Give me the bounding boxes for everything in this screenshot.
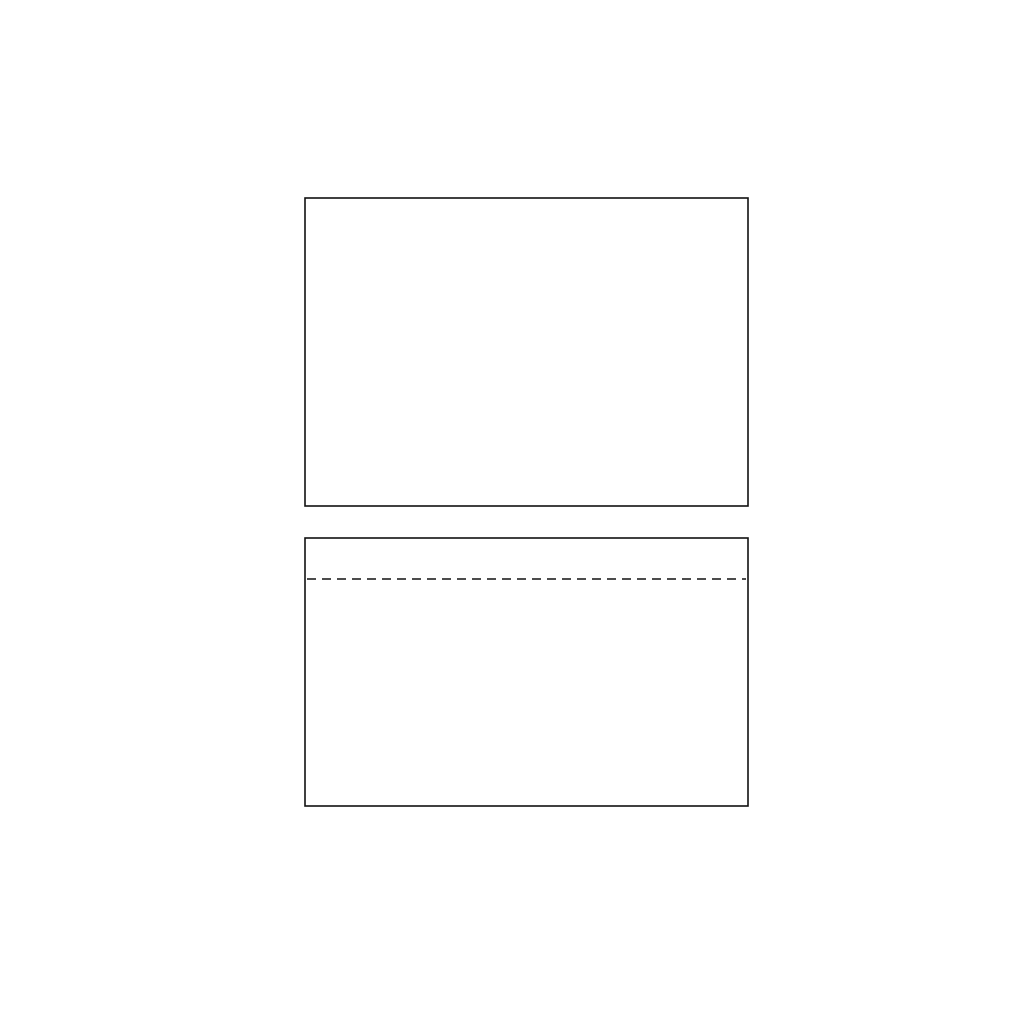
refractive-index-panel: [305, 198, 748, 506]
top-plot-frame: [305, 198, 748, 506]
dispersion-panel: [305, 538, 748, 806]
bottom-plot-frame: [305, 538, 748, 806]
